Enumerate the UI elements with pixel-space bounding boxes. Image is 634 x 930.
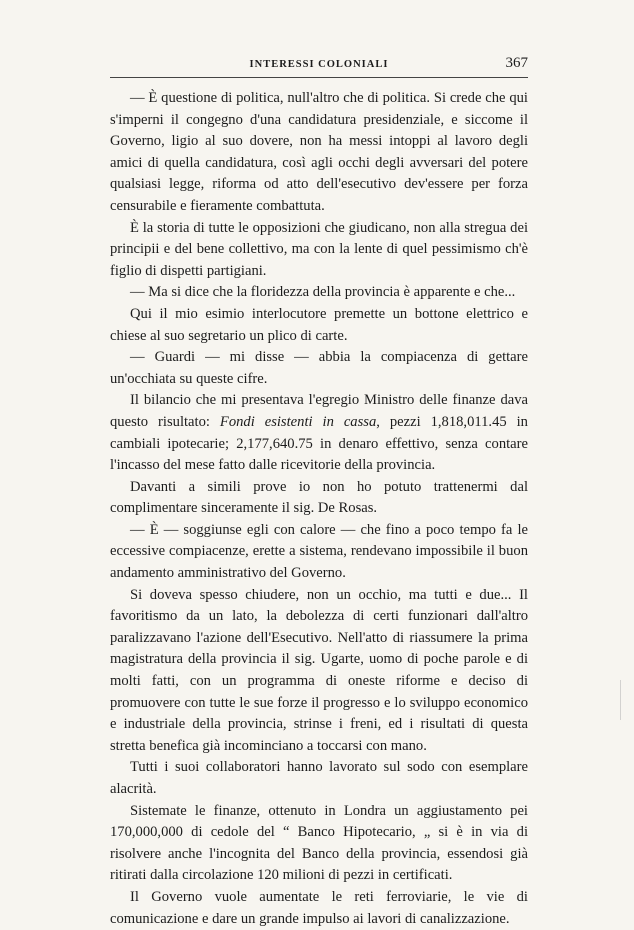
paragraph (110, 390, 528, 476)
paragraph-text: Il bilancio che mi presentava l'egregio Ministro delle finanze dava questo risultato: (110, 392, 528, 430)
paragraph: Davanti a simili prove io non ho potuto trattenermi dal complimentare sinceramente il sig. De Rosas. (110, 478, 528, 517)
paragraph: — È questione di politica, null'altro che di politica. Si crede che qui s'imperni il congegno d'una candidatura presidenziale, e siccome il Governo, ligio al suo dovere, non ha messi intoppi al lavoro degli amici di quella candidatura, così agli occhi degli avversari del potere qualsiasi legge, riforma od atto dell'esecutivo dev'essere per forza censurabile e fieramente combattuta. (110, 90, 528, 214)
paragraph: Qui il mio esimio interlocutore premette un bottone elettrico e chiese al suo segretario un plico di carte. (110, 305, 528, 344)
paragraph-text: , pezzi 1,818,011.45 in cambiali ipotecarie; 2,177,640.75 in denaro effettivo, senza contare l'incasso del mese fatto dalle ricevitorie della provincia. (110, 413, 528, 474)
italic-phrase: Fondi esistenti in cassa (219, 413, 377, 430)
running-head: INTERESSI COLONIALI (249, 59, 389, 70)
paragraph: È la storia di tutte le opposizioni che giudicano, non alla stregua dei principii e del bene collettivo, ma con la lente di quel pessimismo ch'è figlio di dispetti partigiani. (110, 219, 528, 279)
paragraph: — È — soggiunse egli con calore — che fino a poco tempo fa le eccessive compiacenze, erette a sistema, rendevano impossibile il buon andamento amministrativo del Governo. (110, 521, 528, 582)
paragraph: — Guardi — mi disse — abbia la compiacenza di gettare un'occhiata su queste cifre. (110, 349, 528, 387)
paragraph: Sistemate le finanze, ottenuto in Londra un aggiustamento pei 170,000,000 di cedole del “ Banco Hipotecario, „ si è in via di risolvere anche l'incognita del Banco della provincia, essendosi già ritirati dalla circolazione 120 milioni di pezzi in certificati. (110, 802, 528, 884)
page-edge-mark (620, 680, 629, 720)
paragraph: Tutti i suoi collaboratori hanno lavorato sul sodo con esemplare alacrità. (110, 759, 528, 797)
page-header (110, 57, 528, 78)
paragraph: Il Governo vuole aumentate le reti ferroviarie, le vie di comunicazione e dare un grande impulso ai lavori di canalizzazione. (110, 888, 528, 927)
paragraph: Si doveva spesso chiudere, non un occhio, ma tutti e due... Il favoritismo da un lato, la debolezza di certi funzionari dall'altro paralizzavano l'azione dell'Esecutivo. Nell'atto di riassumere la prima magistratura della provincia il sig. Ugarte, uomo di poche parole e di molti fatti, con un programma di oneste riforme e deciso di promuovere con tutte le sue forze il progresso e lo sviluppo economico e industriale della provincia, strinse i freni, ed i risultati di questa stretta benefica già incominciano a toccarsi con mano. (110, 586, 528, 754)
page-body (110, 88, 528, 930)
paragraph: — Ma si dice che la floridezza della provincia è apparente e che... (130, 284, 516, 301)
page-number: 367 (505, 55, 528, 71)
